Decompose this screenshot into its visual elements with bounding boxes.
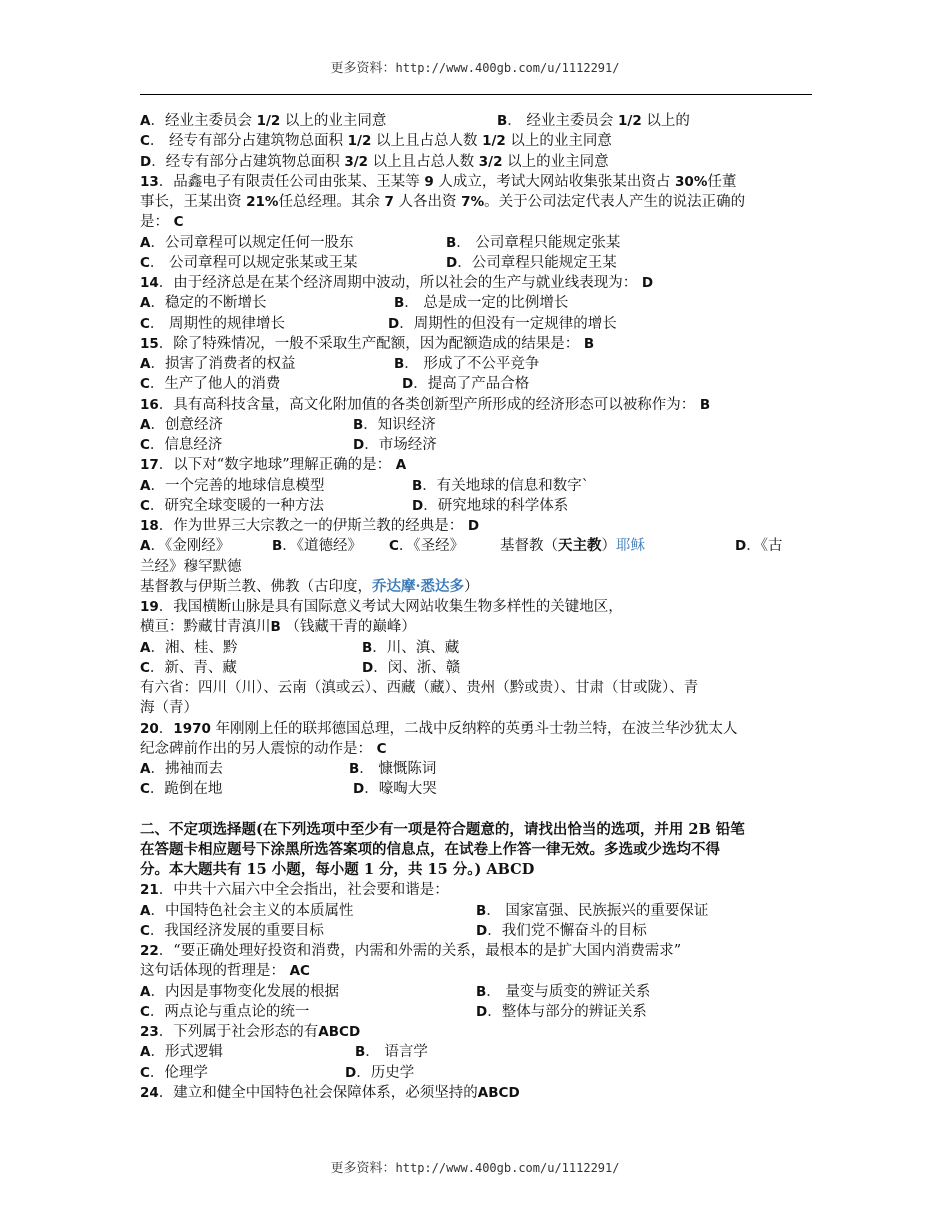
page-header	[0, 57, 950, 76]
q16-row-cd	[140, 435, 812, 455]
q15-option-c: C．生产了他人的消费	[140, 376, 281, 393]
q20-option-c: C．跪倒在地	[140, 781, 223, 798]
q18-note: 基督教与伊斯兰教、佛教（古印度，乔达摩·悉达多）	[140, 577, 479, 595]
q20-row-cd	[140, 779, 812, 799]
q14-option-b: B． 总是成一定的比例增长	[394, 295, 569, 312]
q12-row-ab	[140, 111, 812, 131]
q19-option-c: C．新、青、藏	[140, 659, 237, 676]
q21-option-c: C．我国经济发展的重要目标	[140, 922, 324, 939]
q17-option-c: C．研究全球变暖的一种方法	[140, 497, 324, 514]
q18-row-options	[140, 536, 812, 556]
header-label: 更多资料：	[330, 61, 396, 76]
q20-question: 20．1970 年刚刚上任的联邦德国总理，二战中反纳粹的英勇斗士勃兰特，在波兰华沙犹太人	[140, 720, 738, 737]
q19-option-b: B．川、滇、藏	[362, 639, 460, 656]
q17-row-cd	[140, 496, 812, 516]
q16-option-d: D．市场经济	[353, 437, 437, 453]
q21-question: 21．中共十六届六中全会指出，社会要和谐是：	[140, 882, 449, 899]
q16-option-a: A．创意经济	[140, 416, 223, 433]
q18-option-a: A．《金刚经》	[140, 538, 231, 555]
q17-option-a: A．一个完善的地球信息模型	[140, 477, 325, 494]
q16-question: 16．具有高科技含量，高文化附加值的各类创新型产所形成的经济形态可以被称作为： B	[140, 396, 711, 413]
q21-row-cd	[140, 921, 812, 941]
q20-question-cont: 纪念碑前作出的另人震惊的动作是： C	[140, 740, 387, 757]
q23-option-d: D．历史学	[345, 1064, 415, 1081]
q19-row-ab	[140, 638, 812, 658]
q13-option-b: B． 公司章程只能规定张某	[446, 234, 621, 251]
q16-option-b: B．知识经济	[353, 416, 436, 433]
q22-row-ab	[140, 982, 812, 1002]
q20-option-b: B． 慷慨陈词	[349, 761, 437, 777]
q14-option-a: A．稳定的不断增长	[140, 295, 267, 312]
q15-row-ab	[140, 354, 812, 374]
q19-option-a: A．湘、桂、黔	[140, 639, 238, 656]
q13-question-cont: 事长，王某出资 21%任总经理。其余 7 人各出资 7%。关于公司法定代表人产生的说法正确的	[140, 194, 746, 210]
footer-label: 更多资料：	[330, 1161, 396, 1176]
q20-answer: C	[376, 740, 387, 757]
q22-question-cont: 这句话体现的哲理是： AC	[140, 963, 310, 980]
q15-option-b: B． 形成了不公平竞争	[394, 356, 540, 372]
q18-option-c: C．《圣经》	[389, 538, 465, 555]
q13-option-d: D．公司章程只能规定王某	[446, 254, 617, 271]
section2-heading-3: 分。本大题共有 15 小题，每小题 1 分，共 15 分。) ABCD	[140, 861, 535, 878]
q14-answer: D	[641, 275, 654, 291]
q20-option-a: A．拂袖而去	[140, 761, 223, 777]
q19-note-2: 海（青）	[140, 700, 198, 717]
q21-option-b: B． 国家富强、民族振兴的重要保证	[476, 902, 709, 919]
q15-row-cd	[140, 374, 812, 394]
q23-answer: ABCD	[318, 1024, 361, 1040]
q13-question: 13．品鑫电子有限责任公司由张某、王某等 9 人成立，考试大网站收集张某出资占 30%任董	[140, 173, 737, 190]
q22-answer: AC	[289, 963, 310, 980]
footer-link[interactable]: http://www.400gb.com/u/1112291/	[395, 1161, 620, 1175]
q18-option-d-cont: 兰经》穆罕默德	[140, 558, 242, 575]
q19-row-cd	[140, 658, 812, 678]
q12-option-d: D．经专有部分占建筑物总面积 3/2 以上且占总人数 3/2 以上的业主同意	[140, 153, 609, 170]
q14-option-d: D．周期性的但没有一定规律的增长	[388, 315, 617, 332]
q22-question: 22．“要正确处理好投资和消费，内需和外需的关系，最根本的是扩大国内消费需求”	[140, 943, 682, 959]
q13-row-cd	[140, 253, 812, 273]
q16-option-c: C．信息经济	[140, 437, 223, 453]
q13-option-a: A．公司章程可以规定任何一股东	[140, 234, 354, 251]
q23-option-b: B． 语言学	[355, 1044, 428, 1061]
page-footer	[0, 1157, 950, 1176]
q18-option-d: D．《古	[735, 538, 783, 555]
q19-answer: B	[270, 619, 281, 636]
q20-option-d: D．嚎啕大哭	[353, 781, 437, 798]
q23-option-a: A．形式逻辑	[140, 1044, 223, 1061]
q19-question-note: 横亘：黔藏甘青滇川B （钱藏干青的巅峰）	[140, 619, 416, 636]
q18-answer: D	[467, 518, 480, 534]
q18-option-c-note: 基督教（天主教）耶稣	[500, 537, 645, 555]
q22-option-a: A．内因是事物变化发展的根据	[140, 983, 339, 1000]
section-gap	[140, 800, 812, 820]
q19-question: 19．我国横断山脉是具有国际意义考试大网站收集生物多样性的关键地区，	[140, 599, 623, 615]
q16-answer: B	[699, 396, 711, 413]
q17-question: 17．以下对“数字地球”理解正确的是： A	[140, 457, 407, 474]
header-link[interactable]: http://www.400gb.com/u/1112291/	[395, 61, 620, 75]
q15-option-d: D．提高了产品合格	[402, 376, 530, 393]
q15-answer: B	[583, 335, 595, 352]
q16-row-ab	[140, 415, 812, 435]
q15-question: 15．除了特殊情况，一般不采取生产配额，因为配额造成的结果是： B	[140, 335, 595, 352]
q12-option-b: B． 经业主委员会 1/2 以上的	[497, 113, 690, 129]
q15-option-a: A．损害了消费者的权益	[140, 356, 296, 372]
q21-option-d: D．我们党不懈奋斗的目标	[476, 922, 647, 939]
q12-option-a: A．经业主委员会 1/2 以上的业主同意	[140, 113, 387, 129]
q18-question: 18．作为世界三大宗教之一的伊斯兰教的经典是： D	[140, 518, 480, 534]
q23-row-ab	[140, 1042, 812, 1062]
q14-row-ab	[140, 293, 812, 313]
q17-option-b: B．有关地球的信息和数字`	[412, 477, 590, 494]
q23-question: 23．下列属于社会形态的有ABCD	[140, 1024, 361, 1040]
q13-answer: C	[173, 214, 184, 231]
q24-answer: ABCD	[477, 1084, 520, 1101]
document-body	[140, 111, 812, 1103]
q13-option-c: C． 公司章程可以规定张某或王某	[140, 254, 358, 271]
q21-row-ab	[140, 901, 812, 921]
section2-heading-1: 二、不定项选择题(在下列选项中至少有一项是符合题意的，请找出恰当的选项，并用 2B 铅笔	[140, 820, 745, 838]
q17-option-d: D．研究地球的科学体系	[412, 497, 569, 514]
q12-option-c: C． 经专有部分占建筑物总面积 1/2 以上且占总人数 1/2 以上的业主同意	[140, 133, 612, 150]
q22-option-c: C．两点论与重点论的统一	[140, 1003, 310, 1020]
q14-row-cd	[140, 314, 812, 334]
q13-row-ab	[140, 233, 812, 253]
header-rule	[140, 94, 812, 95]
q24-question: 24．建立和健全中国特色社会保障体系，必须坚持的ABCD	[140, 1084, 520, 1101]
q14-question: 14．由于经济总是在某个经济周期中波动，所以社会的生产与就业线表现为： D	[140, 275, 654, 291]
q22-option-d: D．整体与部分的辨证关系	[476, 1003, 647, 1020]
q19-option-d: D．闵、浙、赣	[362, 659, 461, 676]
q21-option-a: A．中国特色社会主义的本质属性	[140, 902, 354, 919]
q18-option-b: B．《道德经》	[272, 538, 363, 555]
q22-row-cd	[140, 1002, 812, 1022]
q13-question-end: 是： C	[140, 214, 184, 231]
q14-option-c: C． 周期性的规律增长	[140, 315, 286, 332]
q23-option-c: C．伦理学	[140, 1064, 208, 1081]
q22-option-b: B． 量变与质变的辨证关系	[476, 983, 651, 1000]
section2-heading-2: 在答题卡相应题号下涂黑所选答案项的信息点，在试卷上作答一律无效。多选或少选均不得	[140, 840, 720, 858]
q17-answer: A	[395, 457, 407, 474]
q20-row-ab	[140, 759, 812, 779]
q17-row-ab	[140, 476, 812, 496]
q23-row-cd	[140, 1063, 812, 1083]
q19-note-1: 有六省：四川（川）、云南（滇或云）、西藏（藏）、贵州（黔或贵）、甘肃（甘或陇）、青	[140, 680, 699, 696]
